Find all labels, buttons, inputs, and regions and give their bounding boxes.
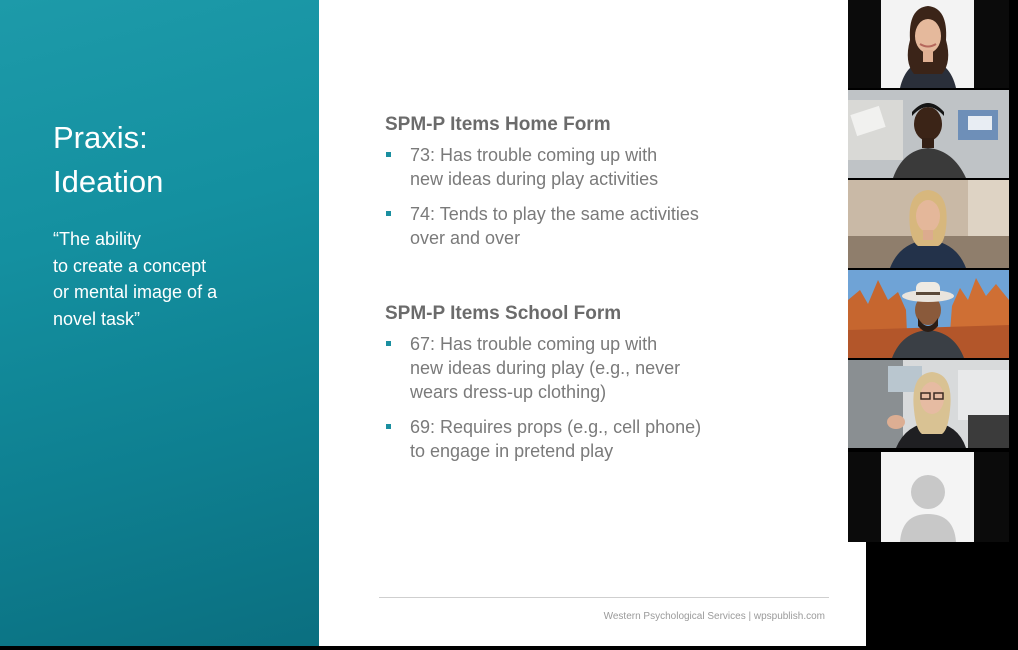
slide-quote (53, 226, 303, 332)
list-item (385, 332, 825, 404)
slide-title-line2: Ideation (53, 164, 164, 199)
participant-tile[interactable] (848, 0, 1009, 88)
list-item (385, 143, 825, 191)
home-form-section (385, 113, 825, 261)
man-hat-canyon-icon (848, 270, 1009, 358)
item-text: over and over (410, 228, 521, 248)
square-bullet-icon (386, 341, 391, 346)
quote-line: to create a concept (53, 255, 207, 276)
section-heading: SPM-P Items School Form (385, 303, 622, 324)
item-text: 73: Has trouble coming up with (410, 145, 658, 165)
man-office-icon (848, 90, 1009, 178)
list-item (385, 202, 825, 250)
item-text: new ideas during play (e.g., never (410, 358, 681, 378)
slide-title (53, 116, 303, 204)
woman-blonde-icon (848, 180, 1009, 268)
slide-title-panel (0, 0, 319, 646)
school-form-section (385, 302, 825, 474)
participant-tile[interactable] (848, 360, 1009, 448)
participant-gallery (848, 0, 1009, 542)
square-bullet-icon (386, 211, 391, 216)
slide-title-line1: Praxis: (53, 120, 148, 155)
woman-portrait-icon (848, 0, 1009, 88)
item-text: wears dress-up clothing) (410, 382, 607, 402)
item-text: to engage in pretend play (410, 441, 614, 461)
item-text: 69: Requires props (e.g., cell phone) (410, 417, 702, 437)
default-avatar-icon (848, 452, 1009, 542)
woman-glasses-icon (848, 360, 1009, 448)
item-text: new ideas during play activities (410, 169, 659, 189)
section-heading: SPM-P Items Home Form (385, 114, 611, 135)
footer-divider (379, 597, 829, 598)
slide-footer: Western Psychological Services | wpspublish.com (603, 611, 825, 622)
quote-line: “The ability (53, 229, 142, 249)
participant-tile[interactable] (848, 180, 1009, 268)
list-item (385, 415, 825, 463)
item-text: 74: Tends to play the same activities (410, 204, 699, 224)
quote-line: or mental image of a (53, 282, 218, 302)
participant-tile[interactable] (848, 90, 1009, 178)
quote-line: novel task” (53, 308, 141, 329)
square-bullet-icon (386, 424, 391, 429)
slide-content-panel (319, 0, 866, 646)
square-bullet-icon (386, 152, 391, 157)
item-text: 67: Has trouble coming up with (410, 334, 658, 354)
participant-tile[interactable] (848, 270, 1009, 358)
participant-tile[interactable] (848, 452, 1009, 542)
item-list (385, 143, 825, 250)
item-list (385, 332, 825, 463)
